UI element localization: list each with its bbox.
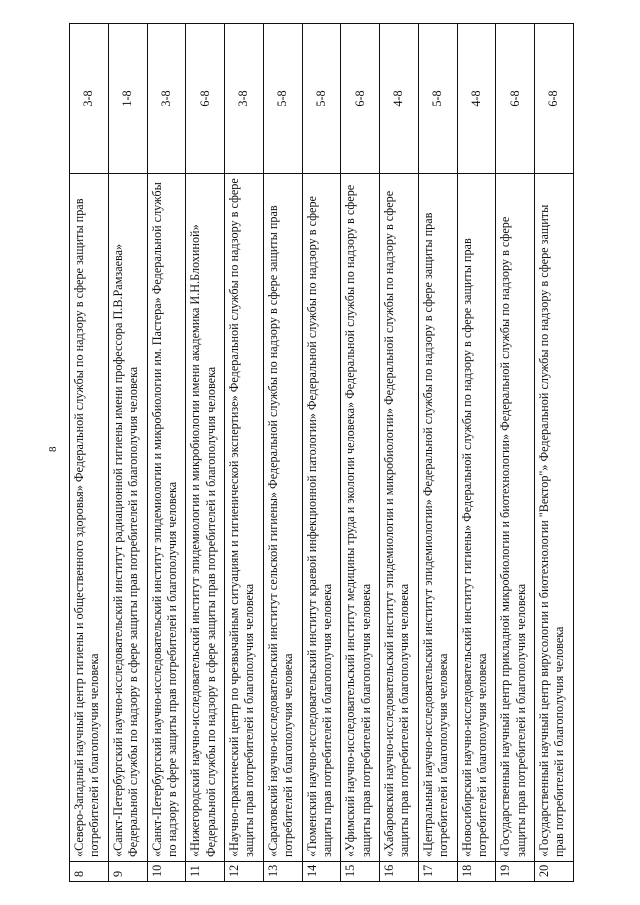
row-number: 16 bbox=[380, 862, 419, 882]
class-range: 5-8 bbox=[302, 24, 341, 174]
class-range: 3-8 bbox=[70, 24, 109, 174]
institution-name: «Новосибирский научно-исследовательский институт гигиены» Федеральной службы по надзору в сфере защиты прав потребителей и благополучия человека bbox=[457, 174, 496, 862]
table-row bbox=[70, 24, 109, 882]
class-range: 3-8 bbox=[147, 24, 186, 174]
class-range: 5-8 bbox=[263, 24, 302, 174]
row-number: 18 bbox=[457, 862, 496, 882]
institution-name: «Северо-Западный научный центр гигиены и общественного здоровья» Федеральной службы по надзору в сфере защиты прав потребителей и благополучия человека bbox=[70, 174, 109, 862]
institution-name: «Санкт-Петербургский научно-исследовательский институт эпидемиологии и микробиологии им. Пастера» Федеральной службы по надзору в сфере защиты прав потребителей и благополучия человека bbox=[147, 174, 186, 862]
class-range: 6-8 bbox=[341, 24, 380, 174]
institution-name: «Государственный научный центр вирусологии и биотехнологии "Вектор"» Федеральной службы по надзору в сфере защиты прав потребителей и благополучия человека bbox=[535, 174, 574, 862]
row-number: 8 bbox=[70, 862, 109, 882]
table-row bbox=[263, 24, 302, 882]
row-number: 13 bbox=[263, 862, 302, 882]
table-row bbox=[147, 24, 186, 882]
class-range: 4-8 bbox=[380, 24, 419, 174]
row-number: 10 bbox=[147, 862, 186, 882]
class-range: 6-8 bbox=[186, 24, 225, 174]
class-range: 4-8 bbox=[457, 24, 496, 174]
class-range: 1-8 bbox=[108, 24, 147, 174]
class-range: 6-8 bbox=[535, 24, 574, 174]
institution-name: «Государственный научный центр прикладной микробиологии и биотехнологии» Федеральной службы по надзору в сфере защиты прав потребителей и благополучия человека bbox=[496, 174, 535, 862]
row-number: 20 bbox=[535, 862, 574, 882]
institution-name: «Научно-практический центр по чрезвычайным ситуациям и гигиенической экспертизе» Федеральной службы по надзору в сфере защиты прав потребителей и благополучия человека bbox=[225, 174, 264, 862]
row-number: 15 bbox=[341, 862, 380, 882]
row-number: 17 bbox=[418, 862, 457, 882]
table-row bbox=[302, 24, 341, 882]
institution-name: «Центральный научно-исследовательский институт эпидемиологии» Федеральной службы по надзору в сфере защиты прав потребителей и благополучия человека bbox=[418, 174, 457, 862]
table-row bbox=[457, 24, 496, 882]
table-row bbox=[341, 24, 380, 882]
row-number: 14 bbox=[302, 862, 341, 882]
class-range: 3-8 bbox=[225, 24, 264, 174]
table-row bbox=[225, 24, 264, 882]
page-number: 8 bbox=[47, 446, 59, 452]
class-range: 5-8 bbox=[418, 24, 457, 174]
institution-name: «Санкт-Петербургский научно-исследовательский институт радиационной гигиены имени профессора П.В.Рамзаева» Федеральной службы по надзору в сфере защиты прав потребителей и благополучия человека bbox=[108, 174, 147, 862]
table-row bbox=[535, 24, 574, 882]
table-row bbox=[380, 24, 419, 882]
table-row bbox=[186, 24, 225, 882]
institution-name: «Хабаровский научно-исследовательский институт эпидемиологии и микробиологии» Федеральной службы по надзору в сфере защиты прав потребителей и благополучия человека bbox=[380, 174, 419, 862]
rotated-table-wrapper bbox=[69, 32, 574, 882]
institution-name: «Уфимский научно-исследовательский институт медицины труда и экологии человека» Федеральной службы по надзору в сфере защиты прав потребителей и благополучия человека bbox=[341, 174, 380, 862]
row-number: 19 bbox=[496, 862, 535, 882]
table-row bbox=[496, 24, 535, 882]
row-number: 9 bbox=[108, 862, 147, 882]
table-row bbox=[418, 24, 457, 882]
institutions-table bbox=[69, 23, 574, 882]
row-number: 12 bbox=[225, 862, 264, 882]
class-range: 6-8 bbox=[496, 24, 535, 174]
institution-name: «Саратовский научно-исследовательский институт сельской гигиены» Федеральной службы по надзору в сфере защиты прав потребителей и благополучия человека bbox=[263, 174, 302, 862]
row-number: 11 bbox=[186, 862, 225, 882]
institution-name: «Тюменский научно-исследовательский институт краевой инфекционной патологии» Федеральной службы по надзору в сфере защиты прав потребителей и благополучия человека bbox=[302, 174, 341, 862]
institution-name: «Нижегородский научно-исследовательский институт эпидемиологии и микробиологии имени академика И.Н.Блохиной» Федеральной службы по надзору в сфере защиты прав потребителей и благополучия человека bbox=[186, 174, 225, 862]
table-row bbox=[108, 24, 147, 882]
